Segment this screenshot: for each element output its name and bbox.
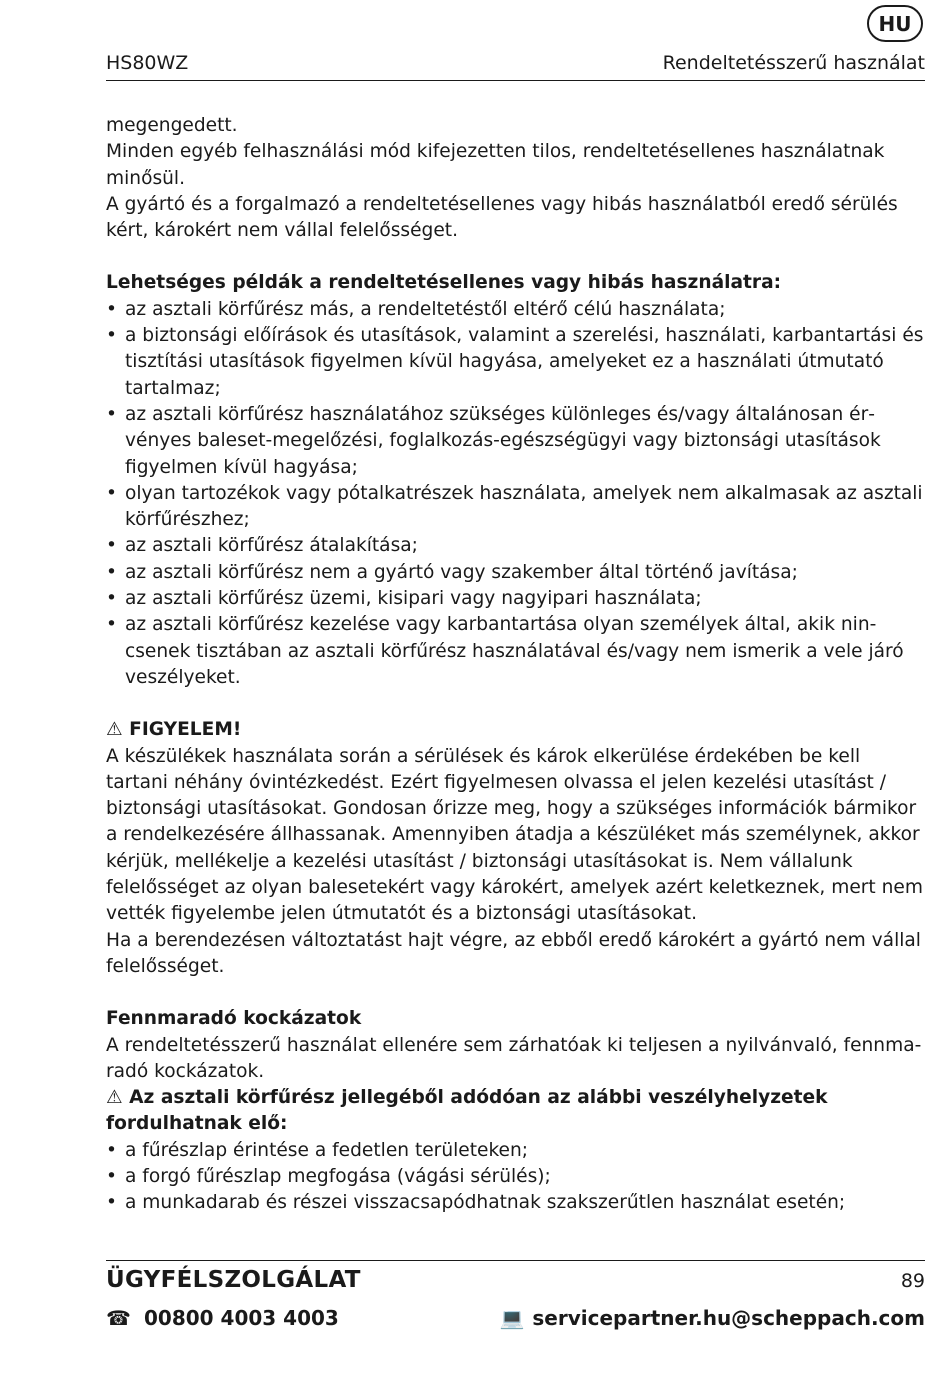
header-section-title: Rendeltetésszerű használat [662,52,925,74]
footer-divider [106,1260,925,1261]
language-badge: HU [867,5,923,42]
examples-heading: Lehetséges példák a rendeltetésellenes vagy hibás használatra: [106,272,782,294]
hazard-heading-text: Az asztali körfűrész jellegéből adódóan az alábbi veszélyhelyzetek fordulhatnak elő: [106,1087,828,1135]
phone-number: 00800 4003 4003 [144,1306,339,1330]
warning-text-2: Ha a berendezésen változtatást hajt végre, az ebből eredő károkért a gyártó nem vállal felelősséget. [106,929,921,977]
list-item: • a biztonsági előírások és utasítások, valamint a szerelési, használati, karbantartási és tisztítási utasítások figyelmen kívül hagyása, amelyeket ez a használati útmutató tartalmaz; [106,323,926,402]
list-item: • a forgó fűrészlap megfogása (vágási sérülés); [106,1164,926,1190]
hazard-heading [106,1085,926,1138]
list-item: • az asztali körfűrész nem a gyártó vagy szakember által történő javítása; [106,560,926,586]
warning-heading [106,717,926,743]
warning-title: FIGYELEM! [129,719,242,741]
warning-triangle-icon: ⚠ [106,1087,123,1109]
header-model: HS80WZ [106,52,189,74]
list-item: • olyan tartozékok vagy pótalkatrészek használata, amelyek nem alkalmasak az asztali körfűrészhez; [106,481,926,534]
list-item: • az asztali körfűrész átalakítása; [106,533,926,559]
warning-text: A készülékek használata során a sérülések és károk elkerülése érdekében be kell tartani néhány óvintézkedést. Ezért figyelmesen olvassa el jelen kezelési utasítást / biztonsági utasításokat. Gondosan őrizze meg, hogy a szükséges információk bármikor a rendelkezésére állhassanak. Amennyiben átadja a készüléket más személynek, akkor kérjük, mellékelje a kezelési utasítást / biztonsági utasításokat is. Nem vállalunk felelősséget az olyan balesetekért vagy károkért, amelyek azért keletkeznek, mert nem vették figyelembe jelen útmutatót és a biztonsági utasításokat. [106,745,923,925]
footer-email [500,1306,926,1330]
intro-line: Minden egyéb felhasználási mód kifejezetten tilos, rendeltetésellenes használatnak minősül. [106,141,885,189]
footer-title: ÜGYFÉLSZOLGÁLAT [106,1267,361,1293]
list-item: • az asztali körfűrész más, a rendeltetéstől eltérő célú használata; [106,297,926,323]
page-number: 89 [900,1270,925,1292]
footer-phone [106,1306,339,1330]
list-item: • a fűrészlap érintése a fedetlen területeken; [106,1138,926,1164]
intro-line: megengedett. [106,115,238,136]
residual-risks-text: A rendeltetésszerű használat ellenére sem zárhatóak ki teljesen a nyilvánvaló, fennmaradó kockázatok. [106,1034,922,1082]
hazards-list [106,1138,926,1217]
laptop-icon: 💻 [499,1306,525,1330]
list-item: • az asztali körfűrész kezelése vagy karbantartása olyan személyek által, akik nincsenek tisztában az asztali körfűrész használatával és/vagy nem ismerik a vele járó veszélyeket. [106,612,926,691]
email-address: servicepartner.hu@scheppach.com [532,1306,925,1330]
warning-triangle-icon: ⚠ [106,719,123,741]
examples-list [106,297,926,691]
list-item: • az asztali körfűrész használatához szükséges különleges és/vagy általánosan érvényes baleset-megelőzési, foglalkozás-egészségügyi vagy biztonsági utasítások figyelmen kívül hagyása; [106,402,926,481]
list-item: • a munkadarab és részei visszacsapódhatnak szakszerűtlen használat esetén; [106,1190,926,1216]
header-divider [106,80,925,81]
intro-line: A gyártó és a forgalmazó a rendeltetésellenes vagy hibás használatból eredő sérülés kért, károkért nem vállal felelősséget. [106,193,898,242]
residual-risks-heading: Fennmaradó kockázatok [106,1008,362,1030]
phone-icon: ☎ [106,1306,131,1330]
page-content [106,113,926,1217]
list-item: • az asztali körfűrész üzemi, kisipari vagy nagyipari használata; [106,586,926,612]
